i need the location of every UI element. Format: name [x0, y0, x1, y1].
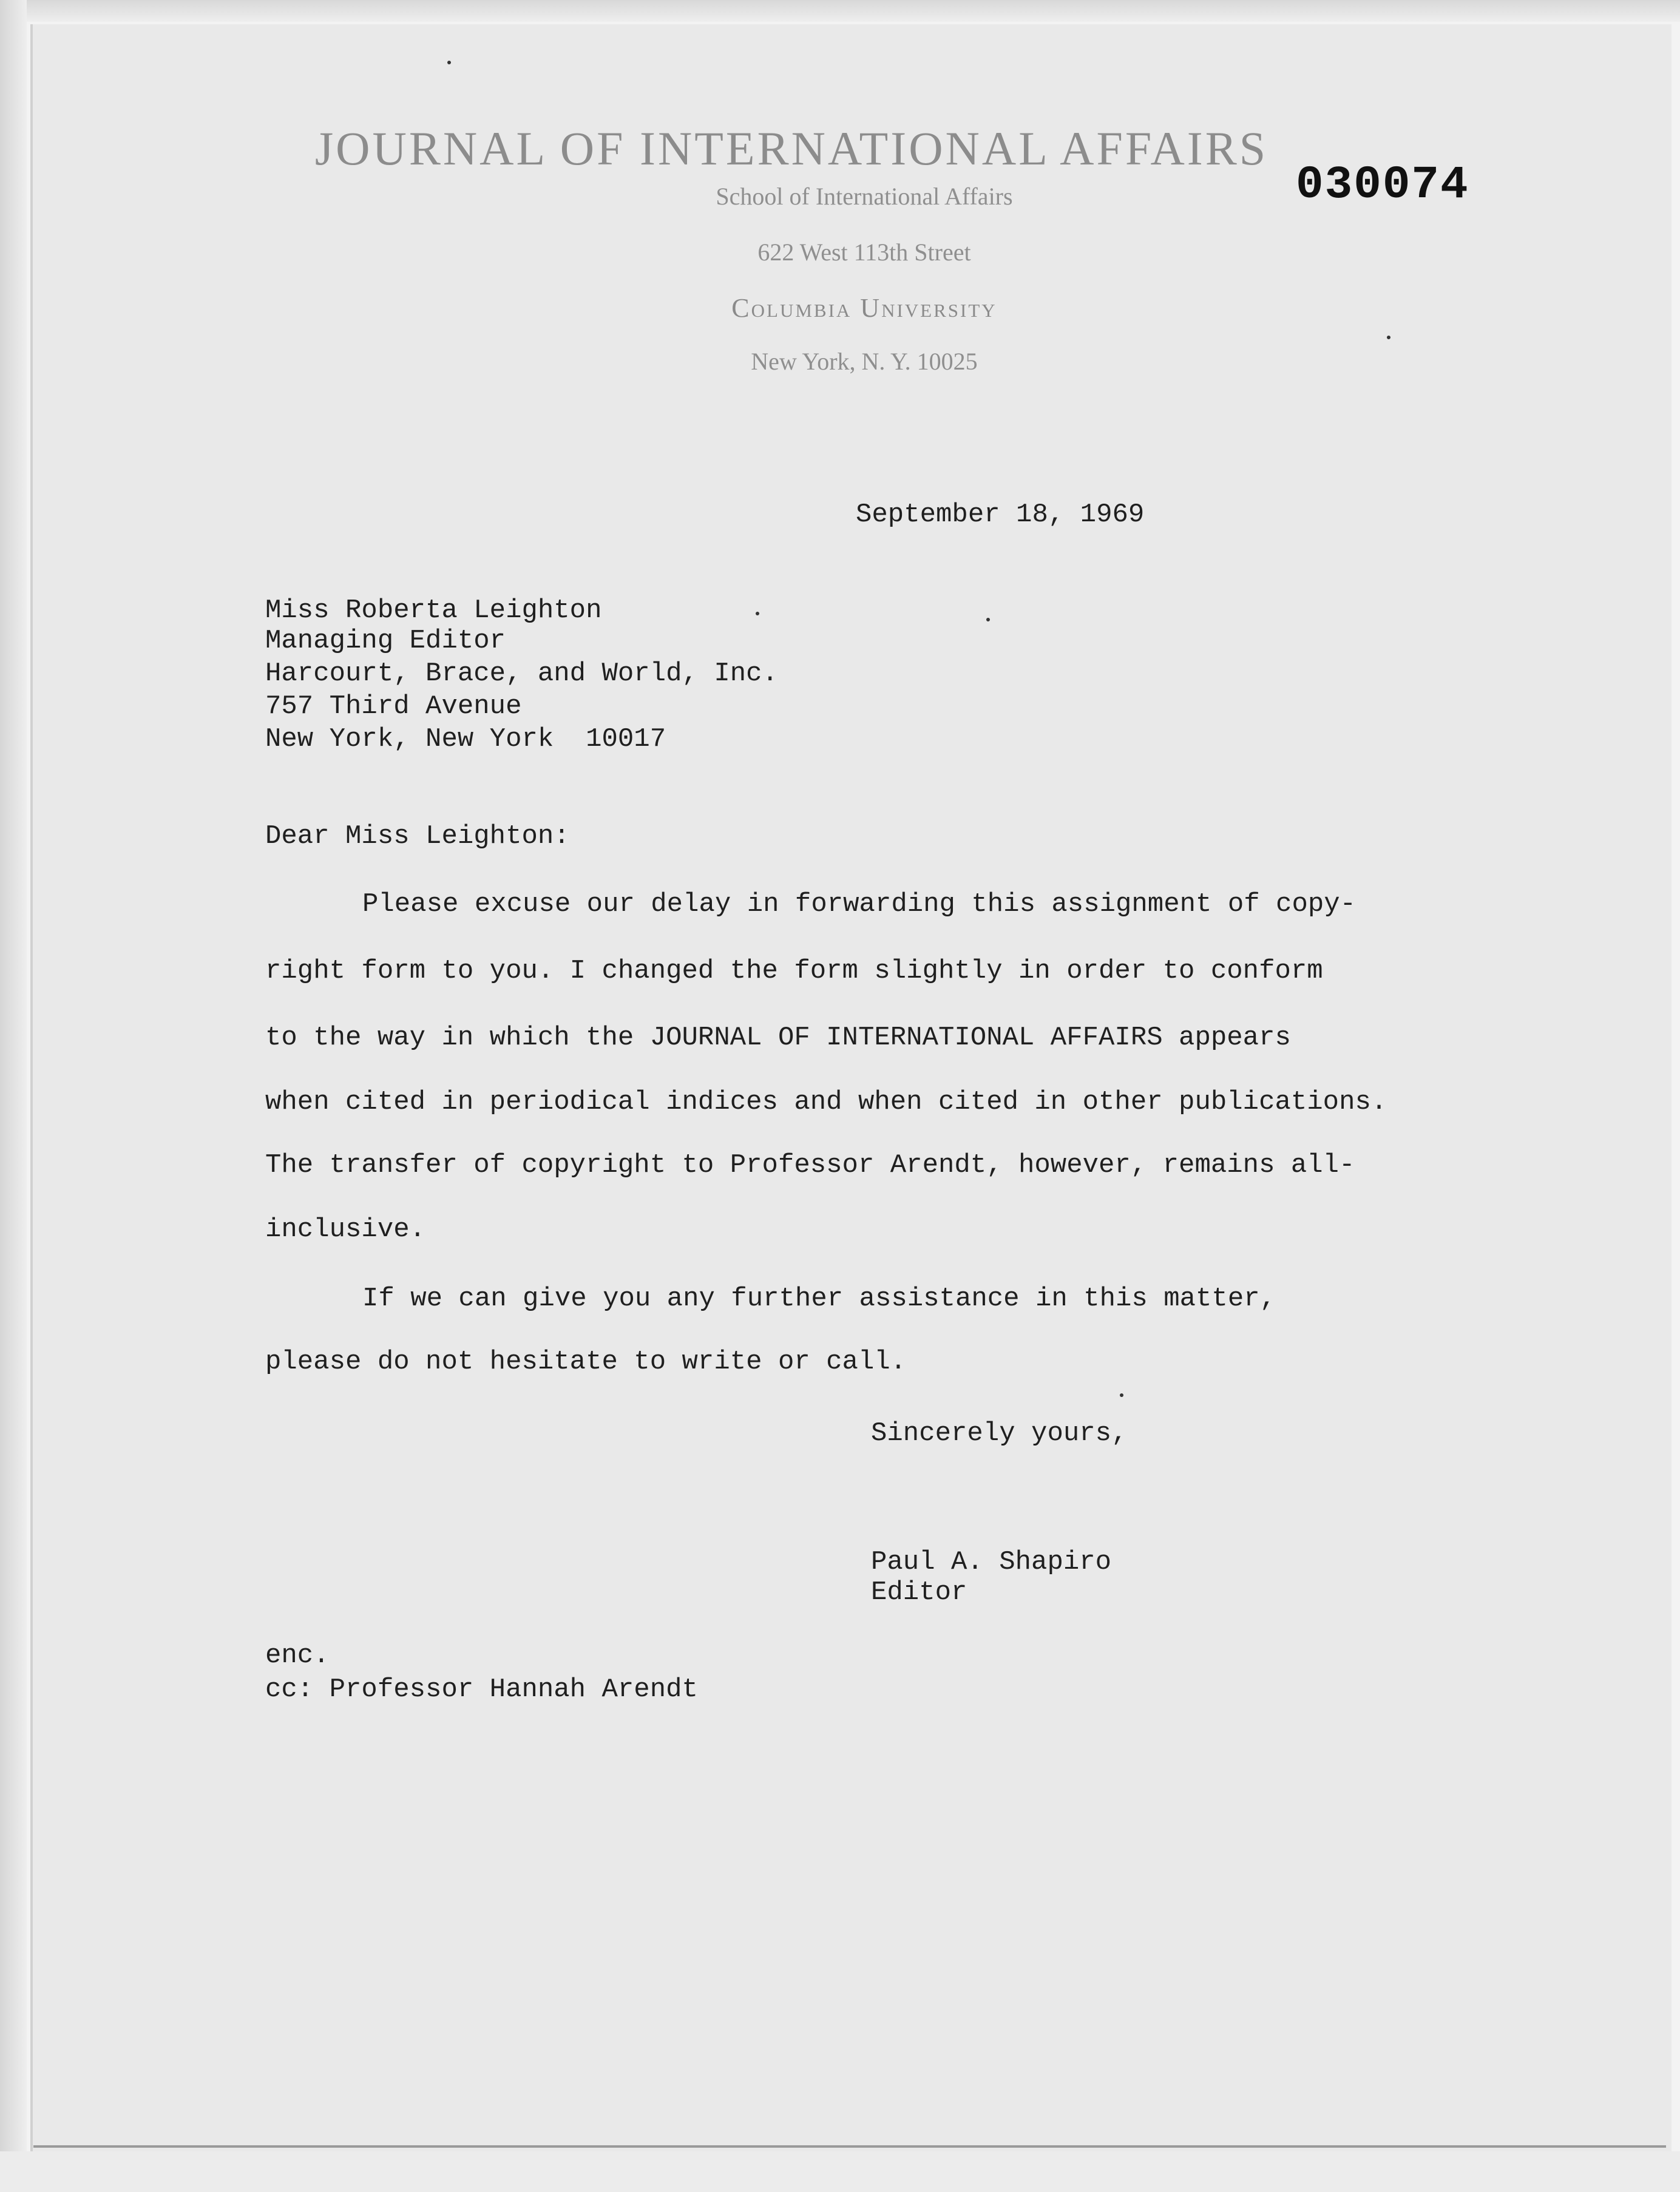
scan-top-edge	[0, 0, 1680, 22]
enclosure-note: enc.	[265, 1640, 330, 1671]
body-line: The transfer of copyright to Professor Arendt, however, remains all-	[265, 1150, 1355, 1180]
scan-speck	[1120, 1393, 1123, 1397]
scan-speck	[986, 618, 990, 621]
letterhead-university: Columbia University	[731, 293, 997, 323]
letterhead-school: School of International Affairs	[716, 183, 1013, 210]
scan-speck	[756, 612, 759, 615]
scan-bottom-strip	[0, 2151, 1680, 2192]
recipient-name: Miss Roberta Leighton	[265, 595, 602, 626]
closing: Sincerely yours,	[871, 1418, 1128, 1449]
recipient-city: New York, New York 10017	[265, 724, 666, 754]
body-line: when cited in periodical indices and when cited in other publications.	[265, 1087, 1387, 1117]
page-bottom-edge	[33, 2145, 1666, 2148]
scan-speck	[1387, 336, 1390, 339]
recipient-street: 757 Third Avenue	[265, 691, 522, 722]
document-number: 030074	[1296, 159, 1469, 211]
body-line: Please excuse our delay in forwarding this assignment of copy-	[362, 889, 1357, 919]
scan-speck	[447, 61, 451, 64]
body-line: please do not hesitate to write or call.	[265, 1347, 907, 1377]
body-line: If we can give you any further assistance in this matter,	[362, 1284, 1276, 1314]
recipient-title: Managing Editor	[265, 626, 506, 656]
body-line: inclusive.	[265, 1214, 426, 1245]
body-line: right form to you. I changed the form slightly in order to conform	[265, 956, 1323, 986]
letterhead-title: JOURNAL OF INTERNATIONAL AFFAIRS	[314, 122, 1268, 175]
scan-left-edge	[0, 0, 27, 2192]
letterhead-city: New York, N. Y. 10025	[751, 348, 978, 375]
carbon-copy-note: cc: Professor Hannah Arendt	[265, 1674, 698, 1705]
letter-date: September 18, 1969	[856, 499, 1145, 530]
recipient-company: Harcourt, Brace, and World, Inc.	[265, 658, 778, 689]
signature-title: Editor	[871, 1577, 967, 1608]
salutation: Dear Miss Leighton:	[265, 821, 570, 851]
letterhead-street: 622 West 113th Street	[757, 238, 971, 266]
body-line: to the way in which the JOURNAL OF INTERNATIONAL AFFAIRS appears	[265, 1023, 1291, 1053]
signature-name: Paul A. Shapiro	[871, 1547, 1112, 1577]
